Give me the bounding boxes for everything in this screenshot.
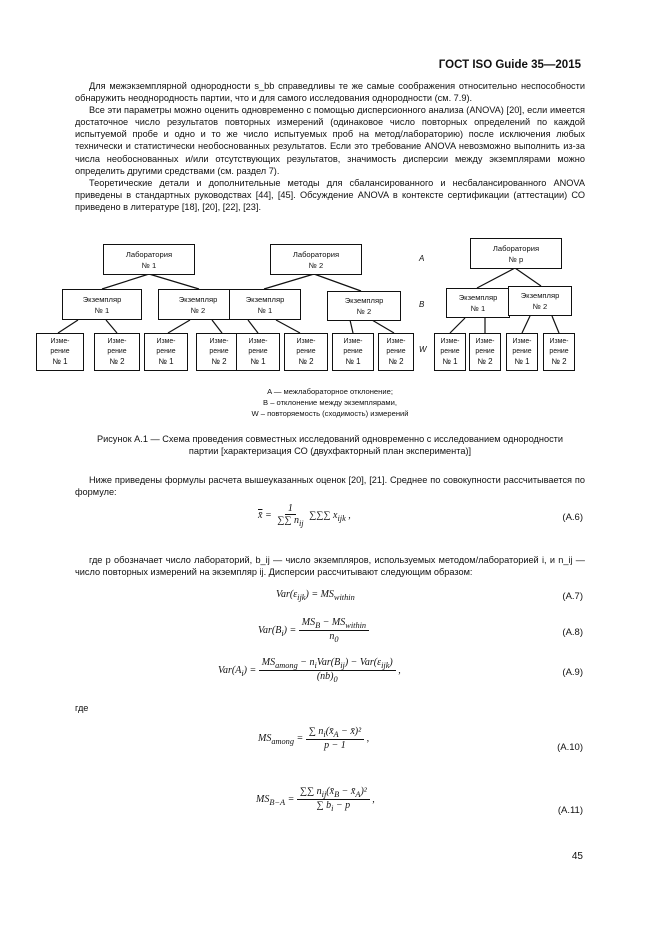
measurement-box: Изме- рение № 2: [378, 333, 414, 371]
eq-number-a8: (А.8): [562, 627, 583, 638]
measurement-box: Изме- рение № 1: [332, 333, 374, 371]
measurement-box: Изме- рение № 2: [284, 333, 328, 371]
text-after-a6: где p обозначает число лабораторий, b_ij — число экземпляров, используемых методом/лабораторией i, и n_ij — число повторных измерений на экземпляр ij. Дисперсии рассчитывают следующим образом:: [75, 555, 585, 578]
figure-caption: Рисунок А.1 — Схема проведения совместных исследований одновременно с исследованием однородности партии [характеризация СО (двухфакторный план эксперимента)]: [96, 434, 564, 456]
measurement-box: Изме- рение № 2: [94, 333, 140, 371]
lab-box-2: Лаборатория № 2: [270, 244, 362, 275]
level-label-w: W: [419, 345, 427, 354]
diagram-legend: [200, 386, 460, 419]
eq-number-a11: (А.11): [557, 805, 583, 816]
legend-a: A — межлабораторное отклонение;: [267, 387, 393, 396]
level-label-a: A: [419, 254, 425, 263]
eq-number-a7: (А.7): [562, 591, 583, 602]
formula-a10: $MS_{among}$ = $\frac{\sum n_i(x̄_A - x̄)^2}{p - 1}$ ,: [258, 726, 370, 751]
eq-number-a10: (А.10): [557, 742, 583, 753]
copy-box-1-1: Экземпляр № 1: [62, 289, 142, 320]
intro-paragraph-3: Теоретические детали и дополнительные методы для сбалансированного и несбалансированного ANOVA приведены в стандартных руководствах [44], [45]. Обсуждение ANOVA в контексте сертификации (аттестации) СО приведено в литературе [18], [20], [22], [23].: [75, 177, 585, 212]
measurement-box: Изме- рение № 1: [144, 333, 188, 371]
measurement-box: Изме- рение № 2: [469, 333, 501, 371]
intro-paragraph-1: Для межэкземплярной однородности s_bb справедливы те же самые соображения относительно неспособности обнаружить неоднородность партии, что и для самого исследования однородности (см. 7.9).: [75, 81, 585, 104]
eq-number-a6: (А.6): [562, 512, 583, 523]
formula-a7: $Var(\varepsilon_{ijk}) = MS_{within}$: [276, 589, 355, 602]
measurement-box: Изме- рение № 1: [506, 333, 538, 371]
where-label: где: [75, 703, 89, 713]
level-label-b: B: [419, 300, 425, 309]
intro-paragraph-2: Все эти параметры можно оценить одновременно с помощью дисперсионного анализа (ANOVA) [20], если имеется достаточное число результатов повторных измерений (одинаковое число повторных определений по каждой испытуемой пробе и одно и то же число испытуемых проб на метод/лабораторию) после исключения любых технически и статистически необоснованных результатов. Если это требование ANOVA невозможно выполнить из-за числа необоснованных и/или отсутствующих результатов, значимость дисперсии между экземплярами можно определить другими средствами (см. раздел 7).: [75, 105, 585, 176]
legend-b: B – отклонение между экземплярами,: [263, 398, 397, 407]
lab-box-p: Лаборатория № p: [470, 238, 562, 269]
measurement-box: Изме- рение № 1: [36, 333, 84, 371]
copy-box-p-1: Экземпляр № 1: [446, 288, 510, 318]
copy-box-2-2: Экземпляр № 2: [327, 291, 401, 321]
measurement-box: Изме- рение № 2: [196, 333, 242, 371]
lab-box-1: Лаборатория № 1: [103, 244, 195, 275]
copy-box-2-1: Экземпляр № 1: [229, 289, 301, 320]
legend-w: W – повторяемость (сходимость) измерений: [251, 409, 409, 418]
formula-a9: $Var(A_i)$ = $\frac{MS_{among} - n_iVar(B_{ij}) - Var(\varepsilon_{ijk})}{(nb)_0}$ ,: [218, 657, 401, 684]
formula-intro: Ниже приведены формулы расчета вышеуказанных оценок [20], [21]. Среднее по совокупности рассчитывается по формуле:: [75, 475, 585, 498]
formula-a11: $MS_{B-A}$ = $\frac{\sum\sum n_{ij}(x̄_B - x̄_A)^2}{\sum b_i - p}$ ,: [256, 786, 375, 813]
measurement-box: Изме- рение № 1: [434, 333, 466, 371]
measurement-box: Изме- рение № 1: [236, 333, 280, 371]
formula-a6: $\overline{x}̄$ = $\frac{1}{\sum\sum n_{ij}}$ ∑∑∑ $x_{ijk}$ ,: [258, 503, 351, 528]
formula-a8: $Var(B_i)$ = $\frac{MS_B - MS_{within}}{n_0}$: [258, 617, 369, 644]
copy-box-p-2: Экземпляр № 2: [508, 286, 572, 316]
eq-number-a9: (А.9): [562, 667, 583, 678]
measurement-box: Изме- рение № 2: [543, 333, 575, 371]
copy-box-1-2: Экземпляр № 2: [158, 289, 238, 320]
page-number: 45: [571, 851, 583, 862]
page-header: ГОСТ ISO Guide 35—2015: [438, 59, 581, 71]
